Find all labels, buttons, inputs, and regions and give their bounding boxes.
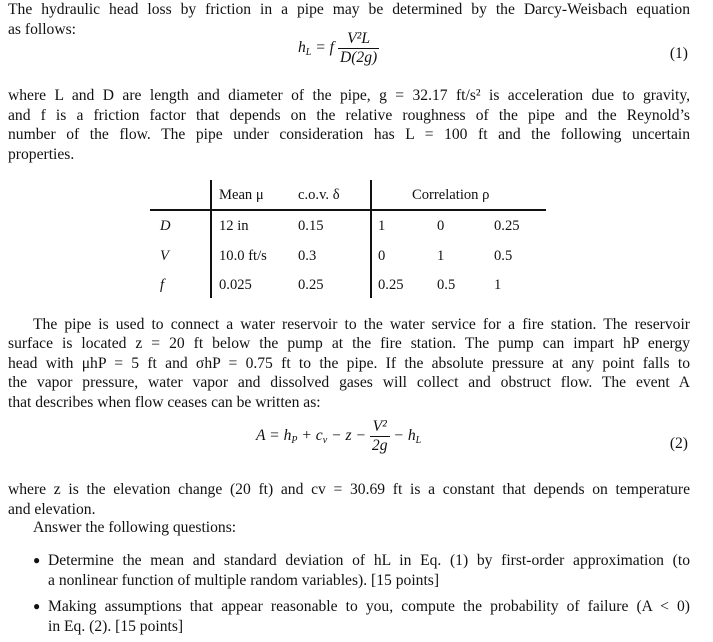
table-rule-vertical-2 [370,180,372,298]
eq1-equals: = f [315,39,335,57]
row-mean-D: 12 in [219,218,249,234]
eq2-cv-sub: v [322,435,328,447]
row-mean-f: 0.025 [219,277,252,293]
para3-line-3: head with μhP = 5 ft and σhP = 0.75 ft to the pipe. If the absolute pressure at any point falls to [8,355,690,372]
para3-line-4: the vapor pressure, water vapor and dissolved gases will collect and obstruct flow. The event A [8,374,690,391]
row-corr-D-3: 0.25 [494,218,520,234]
properties-table [150,180,546,298]
bullet-icon: ● [33,599,41,613]
eq2-numerator: V² [372,418,387,435]
row-corr-V-2: 1 [437,248,445,264]
row-var-f: f [160,277,165,293]
eq2-hp-sub: P [291,435,298,447]
header-correlation: Correlation ρ [412,187,490,203]
question-2-line-1: Making assumptions that appear reasonable to you, compute the probability of failure (A < 0) [48,598,690,615]
row-corr-D-2: 0 [437,218,445,234]
equation-2 [256,418,421,455]
eq1-lhs-sub: L [305,47,312,59]
eq2-tail: − h [389,427,416,445]
equation-2-number: (2) [669,435,688,452]
eq2-cv: + c [297,427,323,445]
eq1-numerator: V²L [347,30,370,47]
eq2-lhs: A = h [256,427,292,445]
para2-line-4: properties. [8,146,75,163]
row-corr-V-3: 0.5 [494,248,513,264]
question-1-line-1: Determine the mean and standard deviation of hL in Eq. (1) by first-order approximation (to [48,552,690,569]
row-var-D: D [160,218,171,234]
bullet-icon: ● [33,553,41,567]
intro-line-2: as follows: [8,21,77,38]
question-2-line-2: in Eq. (2). [15 points] [48,618,184,635]
table-rule-vertical-1 [210,180,212,298]
eq1-lhs: h [298,39,306,57]
para2-line-3: number of the flow. The pipe under consideration has L = 100 ft and the following uncertain [8,126,690,143]
para2-line-2: and f is a friction factor that depends on the relative roughness of the pipe and the Reynold’s [8,107,690,124]
eq2-minus-z: − z − [327,427,370,445]
table-rule-horizontal [150,209,546,211]
eq2-tail-sub: L [415,435,422,447]
para4-line-3: Answer the following questions: [33,519,237,536]
para3-line-2: surface is located z = 20 ft below the pump at the fire station. The pump can impart hP energy [8,335,690,352]
para3-line-5: that describes when flow ceases can be written as: [8,394,321,411]
eq2-denominator: 2g [371,437,388,454]
row-corr-D-1: 1 [378,218,386,234]
header-mean: Mean μ [219,187,264,203]
para4-line-1: where z is the elevation change (20 ft) and cv = 30.69 ft is a constant that depends on temperature [8,481,690,498]
para3-line-1: The pipe is used to connect a water reservoir to the water service for a fire station. The reservoir [33,316,690,333]
eq1-denominator: D(2g) [339,49,378,66]
row-corr-f-2: 0.5 [437,277,456,293]
eq2-fraction [370,418,390,455]
row-corr-V-1: 0 [378,248,386,264]
row-var-V: V [160,248,169,264]
equation-1-number: (1) [669,45,688,62]
equation-1 [298,30,379,67]
row-corr-f-3: 1 [494,277,502,293]
row-cov-D: 0.15 [298,218,324,234]
row-cov-V: 0.3 [298,248,317,264]
row-corr-f-1: 0.25 [378,277,404,293]
row-mean-V: 10.0 ft/s [219,248,267,264]
para4-line-2: and elevation. [8,501,96,518]
header-cov: c.o.v. δ [298,187,340,203]
eq1-fraction [338,30,379,67]
para2-line-1: where L and D are length and diameter of the pipe, g = 32.17 ft/s² is acceleration due to gravity, [8,87,690,104]
intro-line-1: The hydraulic head loss by friction in a pipe may be determined by the Darcy-Weisbach equation [8,1,690,18]
row-cov-f: 0.25 [298,277,324,293]
question-1-line-2: a nonlinear function of multiple random variables). [15 points] [48,572,440,589]
